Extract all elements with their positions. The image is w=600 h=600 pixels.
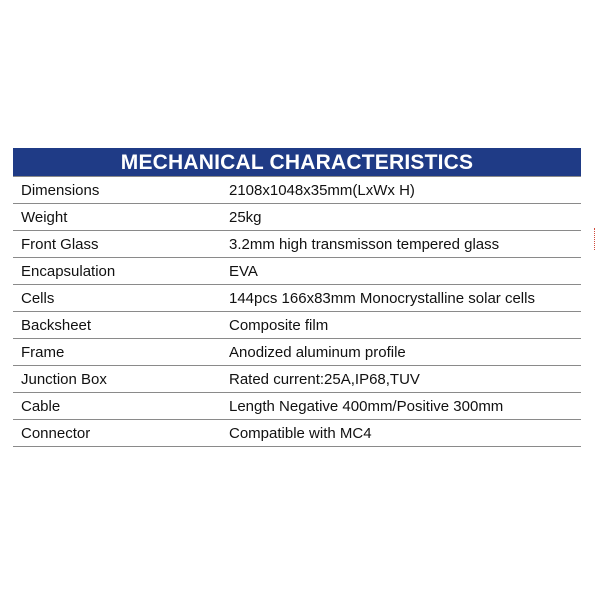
row-value-frame: Anodized aluminum profile: [229, 344, 406, 361]
table-row: [13, 177, 581, 204]
row-label-weight: Weight: [21, 209, 68, 226]
table-row: [13, 231, 581, 258]
table-row: [13, 393, 581, 420]
row-value-weight: 25kg: [229, 209, 262, 226]
row-value-cells: 144pcs 166x83mm Monocrystalline solar cells: [229, 290, 535, 307]
mechanical-characteristics-table: [13, 148, 581, 447]
row-label-frame: Frame: [21, 344, 65, 361]
row-value-connector: Compatible with MC4: [229, 425, 372, 442]
row-label-encapsulation: Encapsulation: [21, 263, 116, 280]
table-row: [13, 285, 581, 312]
row-label-dimensions: Dimensions: [21, 182, 100, 199]
table-row: [13, 339, 581, 366]
table-row: [13, 312, 581, 339]
row-value-front-glass: 3.2mm high transmisson tempered glass: [229, 236, 500, 253]
row-label-cells: Cells: [21, 290, 55, 307]
row-label-backsheet: Backsheet: [21, 317, 92, 334]
table-row: [13, 204, 581, 231]
row-value-junction-box: Rated current:25A,IP68,TUV: [229, 371, 420, 388]
edge-crop-mark: [594, 228, 597, 250]
row-value-dimensions: 2108x1048x35mm(LxWx H): [229, 182, 415, 199]
table-row: [13, 420, 581, 447]
table-row: [13, 366, 581, 393]
row-label-connector: Connector: [21, 425, 91, 442]
row-value-encapsulation: EVA: [229, 263, 258, 280]
row-value-backsheet: Composite film: [229, 317, 329, 334]
table-body: [13, 176, 581, 447]
table-title: MECHANICAL CHARACTERISTICS: [13, 148, 581, 176]
row-label-junction-box: Junction Box: [21, 371, 107, 388]
row-value-cable: Length Negative 400mm/Positive 300mm: [229, 398, 504, 415]
row-label-front-glass: Front Glass: [21, 236, 99, 253]
table-row: [13, 258, 581, 285]
row-label-cable: Cable: [21, 398, 61, 415]
